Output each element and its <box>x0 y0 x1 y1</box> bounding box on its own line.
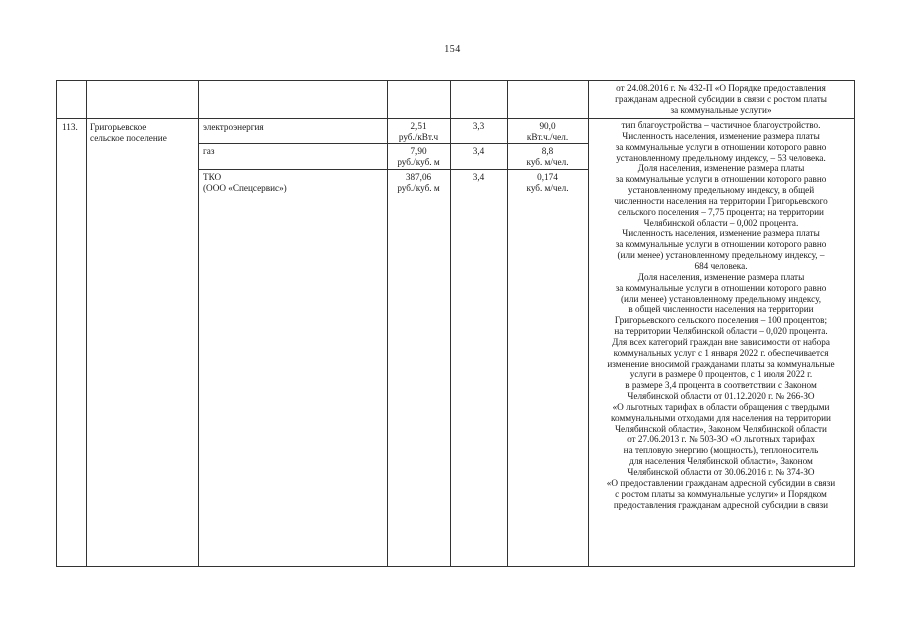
description-line: с ростом платы за коммунальные услуги» и Порядком <box>615 488 827 499</box>
table-bottom-border <box>56 566 855 567</box>
service-norm: 0,174 куб. м/чел. <box>526 172 569 193</box>
description-line: 684 человека. <box>694 260 748 271</box>
row-number: 113. <box>62 122 78 132</box>
table-top-border <box>56 80 855 81</box>
column-divider <box>86 80 87 567</box>
description-line: Челябинской области – 0,002 процента. <box>643 217 799 228</box>
description-line: установленному предельному индексу, – 53 человека. <box>616 152 826 163</box>
description-line: установленному предельному индексу, в общей <box>627 185 815 196</box>
description-line: для населения Челябинской области», Законом <box>629 456 813 467</box>
description-line: Для всех категорий граждан вне зависимости от набора <box>612 336 830 347</box>
service-tariff: 387,06 руб./куб. м <box>397 172 440 193</box>
description-line: на территории Челябинской области – 0,020 процента. <box>614 326 828 337</box>
municipality-name: Григорьевское сельское поселение <box>90 122 167 143</box>
description-line: коммунальных услуг с 1 января 2022 г. обеспечивается <box>613 347 829 358</box>
service-norm: 8,8 куб. м/чел. <box>526 146 569 167</box>
description-line: услуги в размере 0 процентов, с 1 июля 2022 г. <box>629 369 813 380</box>
description-line: в общей численности населения на территории <box>628 304 814 315</box>
description-line: за коммунальные услуги в отношении которого равно <box>615 282 827 293</box>
table-left-border <box>56 80 57 567</box>
description-line: Челябинской области от 30.06.2016 г. № 374-ЗО <box>627 467 815 477</box>
description-line: Челябинской области от 01.12.2020 г. № 266-ЗО <box>627 391 815 402</box>
service-name: электроэнергия <box>203 122 264 132</box>
page-number: 154 <box>444 44 461 55</box>
service-separator <box>198 143 588 144</box>
prev-row-text: от 24.08.2016 г. № 432-П «О Порядке предоставления гражданам адресной субсидии в связи с ростом платы за коммунальные услуги» <box>615 83 827 115</box>
tariff-table <box>56 80 855 567</box>
service-index: 3,4 <box>472 172 485 182</box>
description-line: «О предоставлении гражданам адресной субсидии в связи <box>606 477 836 488</box>
description-text <box>588 120 854 510</box>
description-line: Численность населения, изменение размера платы <box>622 130 820 141</box>
service-separator <box>198 169 588 170</box>
description-line: за коммунальные услуги в отношении которого равно <box>615 141 827 152</box>
service-norm: 90,0 кВт.ч./чел. <box>526 121 569 142</box>
description-line: Григорьевского сельского поселения – 100 процентов; <box>614 315 828 326</box>
service-index: 3,3 <box>472 121 485 131</box>
description-line: численности населения на территории Григорьевского <box>614 195 828 206</box>
service-name: ТКО (ООО «Спецсервис») <box>203 172 287 193</box>
description-line: сельского поселения – 7,75 процента; на территории <box>618 206 824 217</box>
description-line: Доля населения, изменение размера платы <box>637 163 805 174</box>
description-line: на тепловую энергию (мощность), теплоноситель <box>623 445 819 456</box>
description-line: (или менее) установленному предельному индексу, – <box>617 250 825 261</box>
table-right-border <box>854 80 855 567</box>
description-line: в размере 3,4 процента в соответствии с Законом <box>625 380 817 391</box>
description-line: за коммунальные услуги в отношении которого равно <box>615 239 827 250</box>
service-name: газ <box>203 146 215 156</box>
description-line: (или менее) установленному предельному индексу, <box>620 293 822 304</box>
service-tariff: 7,90 руб./куб. м <box>397 146 440 167</box>
description-line: Численность населения, изменение размера платы <box>622 228 820 239</box>
description-line: за коммунальные услуги в отношении которого равно <box>615 174 827 185</box>
column-divider <box>198 80 199 567</box>
description-line: Доля населения, изменение размера платы <box>637 271 805 282</box>
service-tariff: 2,51 руб./кВт.ч <box>398 121 439 142</box>
description-line: «О льготных тарифах в области обращения с твердыми <box>612 401 830 412</box>
service-index: 3,4 <box>472 146 485 156</box>
description-line: тип благоустройства – частичное благоустройство. <box>621 120 821 130</box>
row-separator <box>56 118 855 119</box>
description-line: коммунальными отходами для населения на территории <box>611 412 831 423</box>
description-line: Челябинской области», Законом Челябинской области <box>615 423 827 434</box>
description-line: от 27.06.2013 г. № 503-ЗО «О льготных тарифах <box>627 434 815 445</box>
description-line: предоставления гражданам адресной субсидии в связи <box>613 499 829 510</box>
description-line: изменение вносимой гражданами платы за коммунальные <box>607 358 835 369</box>
